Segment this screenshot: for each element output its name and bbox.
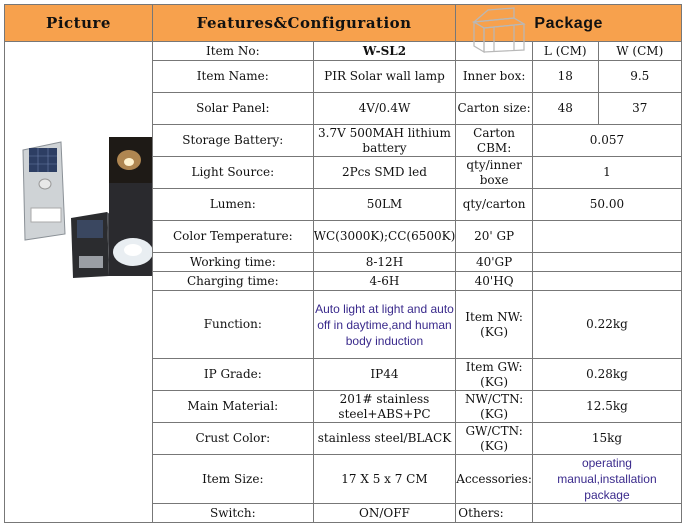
package-value-accessories: operating manual,installation package bbox=[532, 455, 681, 504]
feature-value-function: Auto light at light and auto off in daytime,and human body induction bbox=[313, 291, 456, 359]
feature-label: Item Name: bbox=[153, 61, 314, 93]
package-value: 0.28kg bbox=[532, 359, 681, 391]
feature-value: 4V/0.4W bbox=[313, 93, 456, 125]
feature-label: Solar Panel: bbox=[153, 93, 314, 125]
feature-label: Item Size: bbox=[153, 455, 314, 504]
package-label: Item NW:(KG) bbox=[456, 291, 533, 359]
feature-label: Crust Color: bbox=[153, 423, 314, 455]
feature-label: Storage Battery: bbox=[153, 125, 314, 157]
package-box-icon bbox=[470, 6, 528, 54]
feature-label: Charging time: bbox=[153, 272, 314, 291]
package-label: 40'HQ bbox=[456, 272, 533, 291]
package-label: qty/carton bbox=[456, 189, 533, 221]
feature-label: Color Temperature: bbox=[153, 221, 314, 253]
package-label: NW/CTN:(KG) bbox=[456, 391, 533, 423]
package-value bbox=[532, 272, 681, 291]
package-col-l-header: L (CM) bbox=[532, 42, 598, 61]
picture-header: Picture bbox=[5, 5, 153, 42]
feature-label: Main Material: bbox=[153, 391, 314, 423]
feature-label: Light Source: bbox=[153, 157, 314, 189]
package-l-value: 48 bbox=[532, 93, 598, 125]
feature-value: 50LM bbox=[313, 189, 456, 221]
feature-value: 2Pcs SMD led bbox=[313, 157, 456, 189]
feature-value: 4-6H bbox=[313, 272, 456, 291]
feature-value: W-SL2 bbox=[313, 42, 456, 61]
feature-label: Switch: bbox=[153, 504, 314, 523]
package-value bbox=[532, 504, 681, 523]
spec-table bbox=[4, 4, 682, 523]
features-header: Features&Configuration bbox=[153, 5, 456, 42]
feature-label: Working time: bbox=[153, 253, 314, 272]
feature-value: 8-12H bbox=[313, 253, 456, 272]
silver-lamp-image bbox=[23, 142, 65, 240]
feature-label: Item No: bbox=[153, 42, 314, 61]
package-label: 40'GP bbox=[456, 253, 533, 272]
package-value bbox=[532, 253, 681, 272]
package-col-w-header: W (CM) bbox=[598, 42, 681, 61]
feature-value: PIR Solar wall lamp bbox=[313, 61, 456, 93]
package-label: Carton size: bbox=[456, 93, 533, 125]
product-picture-cell bbox=[5, 42, 153, 523]
product-photo bbox=[5, 42, 153, 502]
package-header: Package bbox=[456, 5, 682, 42]
feature-value: ON/OFF bbox=[313, 504, 456, 523]
feature-value: 17 X 5 x 7 CM bbox=[313, 455, 456, 504]
feature-label: Lumen: bbox=[153, 189, 314, 221]
package-label: qty/inner boxe bbox=[456, 157, 533, 189]
feature-label: IP Grade: bbox=[153, 359, 314, 391]
package-value: 50.00 bbox=[532, 189, 681, 221]
package-value: 1 bbox=[532, 157, 681, 189]
package-label: 20' GP bbox=[456, 221, 533, 253]
feature-value: 201# stainless steel+ABS+PC bbox=[313, 391, 456, 423]
feature-value: WC(3000K);CC(6500K) bbox=[313, 221, 456, 253]
package-w-value: 37 bbox=[598, 93, 681, 125]
package-l-value: 18 bbox=[532, 61, 598, 93]
package-w-value: 9.5 bbox=[598, 61, 681, 93]
feature-value: stainless steel/BLACK bbox=[313, 423, 456, 455]
package-value bbox=[532, 221, 681, 253]
package-value: 0.057 bbox=[532, 125, 681, 157]
feature-value: IP44 bbox=[313, 359, 456, 391]
package-label: Accessories: bbox=[456, 455, 533, 504]
package-value: 12.5kg bbox=[532, 391, 681, 423]
package-label: GW/CTN:(KG) bbox=[456, 423, 533, 455]
feature-value: 3.7V 500MAH lithium battery bbox=[313, 125, 456, 157]
package-label: Item GW:(KG) bbox=[456, 359, 533, 391]
package-value: 15kg bbox=[532, 423, 681, 455]
feature-label: Function: bbox=[153, 291, 314, 359]
package-label: Others: bbox=[456, 504, 533, 523]
black-lamp-image bbox=[71, 212, 115, 278]
night-light-photo bbox=[109, 137, 153, 276]
package-value: 0.22kg bbox=[532, 291, 681, 359]
package-label: Carton CBM: bbox=[456, 125, 533, 157]
package-label: Inner box: bbox=[456, 61, 533, 93]
